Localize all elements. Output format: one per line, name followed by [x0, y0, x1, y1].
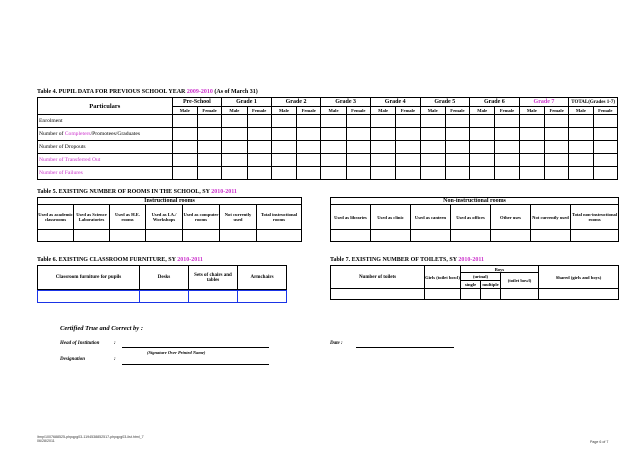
head-signature-line[interactable] [122, 347, 269, 348]
table-row [38, 128, 618, 141]
grade-header-2: Grade 2 [271, 98, 321, 107]
female-header: Female [346, 107, 370, 115]
table6-title: Table 6. EXISTING CLASSROOM FURNITURE, SY 2010-2011 [37, 257, 203, 263]
noninstructional-rooms-table [330, 197, 619, 242]
table-row [38, 167, 618, 180]
number-of-toilets-header: Number of toilets [331, 266, 425, 289]
table-row [38, 230, 302, 242]
particulars-header: Particulars [38, 98, 173, 115]
row-label-dropouts: Number of Dropouts [38, 141, 173, 154]
footer-path-line2: 06/28/2011 [37, 439, 55, 443]
female-header: Female [247, 107, 271, 115]
row-label-failures: Number of Failures [38, 167, 173, 180]
col-libraries: Used as libraries [331, 205, 371, 230]
male-header: Male [420, 107, 445, 115]
female-header: Female [495, 107, 519, 115]
date-line[interactable] [356, 347, 454, 348]
male-header: Male [370, 107, 395, 115]
toilets-table [330, 265, 619, 300]
urinal-header: (urinal) [461, 273, 501, 281]
furniture-entry-row [37, 290, 287, 303]
col-clinic: Used as clinic [371, 205, 411, 230]
furniture-for-pupils-header: Classroom furniture for pupils [38, 266, 140, 290]
grade-header-total: TOTAL(Grades 1-7) [569, 98, 618, 107]
table-row [331, 230, 619, 242]
col-total-noninstructional: Total non-instructional rooms [571, 205, 619, 230]
boys-toilet-bowl-header: (toilet bowl) [501, 273, 539, 289]
pupil-data-table [37, 97, 618, 180]
table-row [38, 141, 618, 154]
certified-heading: Certified True and Correct by : [60, 325, 143, 332]
date-label: Date : [330, 341, 343, 346]
instructional-rooms-table [37, 197, 302, 242]
footer-path-line1: /tmp/1007688525-phpqpg03-1194538852517-phpqpg03-list.html_7 [37, 435, 144, 439]
instructional-rooms-header: Instructional rooms [38, 198, 302, 205]
chairs-tables-header: Sets of chairs and tables [189, 266, 238, 290]
female-header: Female [593, 107, 617, 115]
classroom-furniture-table [37, 265, 287, 290]
col-not-used: Not currently used [531, 205, 571, 230]
col-science-labs: Used as Science Laboratories [74, 205, 110, 230]
table4-title: Table 4. PUPIL DATA FOR PREVIOUS SCHOOL YEAR 2009-2010 (As of March 31) [37, 89, 258, 95]
col-other-uses: Other uses [491, 205, 531, 230]
grade-header-3: Grade 3 [321, 98, 371, 107]
row-label-transferred-out: Number of Transferred Out [38, 154, 173, 167]
grade-header-4: Grade 4 [370, 98, 420, 107]
table5-title: Table 5. EXISTING NUMBER OF ROOMS IN THE SCHOOL, SY 2010-2011 [37, 189, 237, 195]
female-header: Female [197, 107, 221, 115]
signature-caption: (Signature Over Printed Name) [147, 350, 206, 355]
desks-header: Desks [140, 266, 189, 290]
male-header: Male [172, 107, 197, 115]
grade-header-7: Grade 7 [519, 98, 569, 107]
table-row [38, 115, 618, 128]
male-header: Male [470, 107, 495, 115]
boys-header: Boys [461, 266, 539, 273]
footer-path [37, 435, 144, 443]
col-canteen: Used as canteen [411, 205, 451, 230]
table-row [38, 154, 618, 167]
armchairs-header: Armchairs [238, 266, 287, 290]
multiple-header: multiple [482, 282, 499, 287]
girls-header: Girls (toilet bowl) [425, 266, 461, 289]
noninstructional-rooms-header: Non-instructional rooms [331, 198, 619, 205]
col-total-instructional: Total instructional rooms [257, 205, 302, 230]
grade-header-5: Grade 5 [420, 98, 470, 107]
female-header: Female [297, 107, 321, 115]
furniture-cell[interactable] [38, 291, 140, 303]
female-header: Female [445, 107, 469, 115]
page-number: Page 6 of 7 [590, 440, 609, 444]
designation-line[interactable] [122, 364, 269, 365]
female-header: Female [544, 107, 568, 115]
head-of-institution-label: Head of Institution [60, 341, 100, 346]
grade-header-preschool: Pre-School [172, 98, 222, 107]
table7-title: Table 7. EXISTING NUMBER OF TOILETS, SY 2010-2011 [330, 257, 484, 263]
male-header: Male [271, 107, 296, 115]
row-label-enrolment: Enrolment [38, 115, 173, 128]
col-not-used: Not currently used [220, 205, 257, 230]
head-colon: : [114, 341, 116, 346]
male-header: Male [519, 107, 544, 115]
col-computer-rooms: Used as computer rooms [183, 205, 220, 230]
female-header: Female [396, 107, 420, 115]
designation-label: Designation [60, 357, 86, 362]
row-label-completers: Number of Completers/Promotees/Graduates [38, 128, 173, 141]
male-header: Male [222, 107, 247, 115]
grade-header-6: Grade 6 [470, 98, 520, 107]
shared-header: Shared (girls and boys) [539, 266, 619, 289]
col-ia-workshops: Used as I.A./ Workshops [146, 205, 183, 230]
furniture-cell[interactable] [189, 291, 238, 303]
col-offices: Used as offices [451, 205, 491, 230]
single-header: single [461, 281, 481, 289]
col-he-rooms: Used as H.E. rooms [110, 205, 146, 230]
grade-header-1: Grade 1 [222, 98, 272, 107]
male-header: Male [569, 107, 593, 115]
furniture-cell[interactable] [238, 291, 287, 303]
furniture-cell[interactable] [140, 291, 189, 303]
male-header: Male [321, 107, 346, 115]
designation-colon: : [114, 357, 116, 362]
table-row [331, 289, 619, 300]
col-academic-classrooms: Used as academic classrooms [38, 205, 74, 230]
